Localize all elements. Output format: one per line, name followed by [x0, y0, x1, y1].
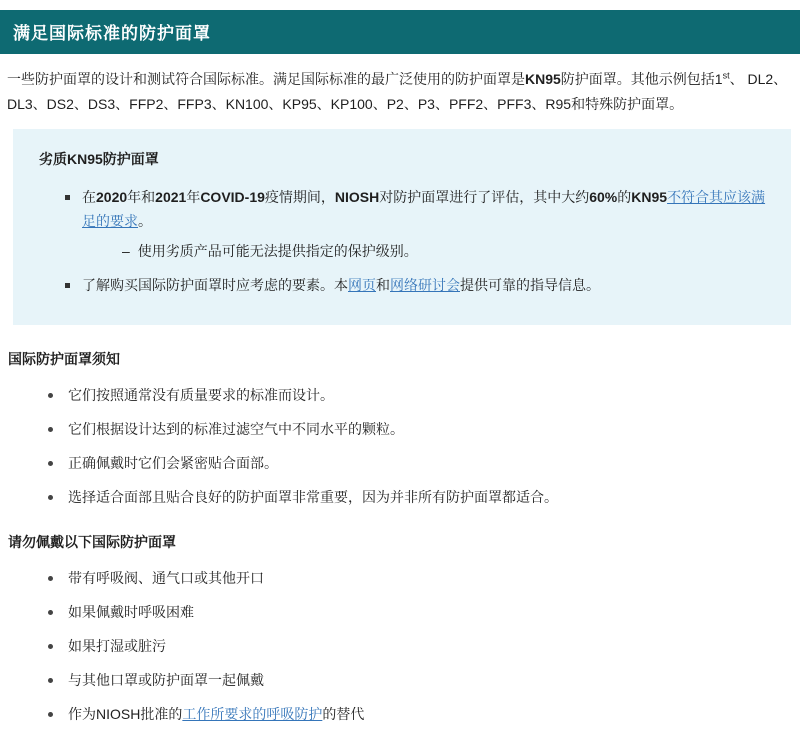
callout-item1-text: 疫情期间，: [264, 189, 335, 205]
section-heading-donot: 请勿佩戴以下国际防护面罩: [8, 534, 176, 550]
callout-item1-bold-covid19: COVID-19: [200, 189, 265, 205]
page-title-banner: [0, 10, 800, 54]
page-title: 满足国际标准的防护面罩: [13, 24, 211, 43]
intro-superscript: st: [722, 70, 730, 81]
callout-item1-text: 的: [617, 189, 632, 205]
notes-item-text: 选择适合面部且贴合良好的防护面罩非常重要，因为并非所有防护面罩都适合。: [68, 489, 558, 505]
intro-text-3: 、 DL2、DL3、DS2、DS3、FFP2、FFP3、KN100、KP95、KP100、P2、P3、PFF2、PFF3、R95和特殊防护面罩。: [7, 71, 788, 112]
notes-list: [0, 385, 800, 508]
intro-text-1: 一些防护面罩的设计和测试符合国际标准。满足国际标准的最广泛使用的防护面罩是: [7, 71, 525, 87]
notes-item-text: 它们按照通常没有质量要求的标准而设计。: [68, 387, 334, 403]
callout-item1-bold-niosh: NIOSH: [334, 189, 380, 205]
callout-item1-text: 年和: [127, 189, 156, 205]
list-item: [48, 453, 800, 474]
dash-marker: –: [122, 243, 130, 259]
donot-item-text: 带有呼吸阀、通气口或其他开口: [68, 570, 264, 586]
callout-item1-text: 年: [186, 189, 201, 205]
list-item: [48, 419, 800, 440]
callout-item1-bold-2021: 2021: [155, 189, 187, 205]
callout-list: [33, 185, 771, 297]
donot-item5-text: 作为NIOSH批准的: [68, 706, 183, 722]
donot-item-text: 如果打湿或脏污: [68, 638, 166, 654]
donot-item-text: 如果佩戴时呼吸困难: [68, 604, 194, 620]
callout-item1-bold-kn95: KN95: [631, 189, 668, 205]
list-item: [48, 602, 800, 623]
callout-item1-text: 对防护面罩进行了评估，其中大约: [379, 189, 590, 205]
list-item: [48, 487, 800, 508]
callout-sub-item-text: 使用劣质产品可能无法提供指定的保护级别。: [137, 243, 418, 259]
donot-item5-text: 的替代: [322, 706, 365, 722]
callout-item2-text: 了解购买国际防护面罩时应考虑的要素。本: [82, 277, 348, 293]
callout-item2-text: 和: [376, 277, 390, 293]
list-item: [48, 385, 800, 406]
list-item: [65, 273, 771, 297]
callout-sub-item: [82, 239, 771, 263]
intro-bold-kn95: KN95: [525, 71, 561, 87]
notes-item-text: 它们根据设计达到的标准过滤空气中不同水平的颗粒。: [68, 421, 404, 437]
intro-text-2: 防护面罩。其他示例包括1: [560, 71, 723, 87]
callout-box: [13, 129, 791, 325]
donot-list: [0, 568, 800, 725]
callout-item1-text: 在: [82, 189, 96, 205]
list-item: [48, 568, 800, 589]
link-webinar[interactable]: 网络研讨会: [390, 277, 460, 293]
link-webpage[interactable]: 网页: [348, 277, 376, 293]
donot-item-text: 与其他口罩或防护面罩一起佩戴: [68, 672, 264, 688]
list-item: [48, 636, 800, 657]
link-workplace-respiratory-protection[interactable]: 工作所要求的呼吸防护: [182, 706, 323, 722]
list-item: [48, 670, 800, 691]
link-requirements[interactable]: 不符合其应该满足的要求: [82, 189, 766, 229]
callout-item1-text: 。: [138, 213, 152, 229]
list-item: [65, 185, 771, 263]
intro-paragraph: [7, 67, 792, 117]
section-heading-notes: 国际防护面罩须知: [8, 351, 120, 367]
callout-item2-text: 提供可靠的指导信息。: [460, 277, 600, 293]
callout-title: 劣质KN95防护面罩: [39, 151, 159, 167]
list-item: [48, 704, 800, 725]
callout-item1-bold-60pct: 60%: [589, 189, 618, 205]
callout-item1-bold-2020: 2020: [96, 189, 128, 205]
notes-item-text: 正确佩戴时它们会紧密贴合面部。: [68, 455, 278, 471]
